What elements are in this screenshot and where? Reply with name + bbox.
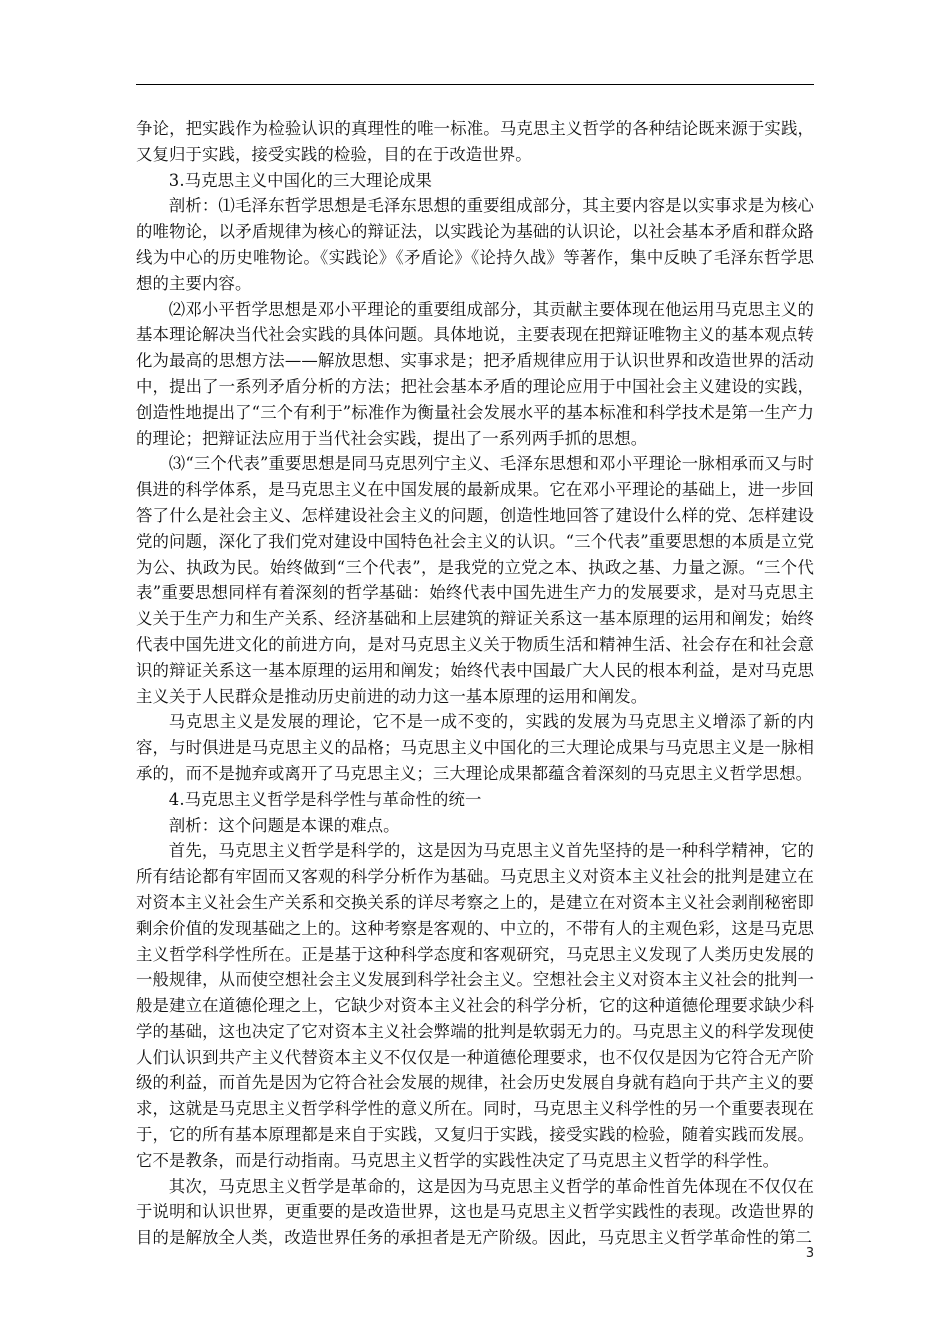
document-body bbox=[136, 116, 814, 1251]
paragraph-deng-philosophy: ⑵邓小平哲学思想是邓小平理论的重要组成部分，其贡献主要体现在他运用马克思主义的基本理论解决当代社会实践的具体问题。具体地说，主要表现在把辩证唯物主义的基本观点转化为最高的思想方法——解放思想、实事求是；把矛盾规律应用于认识世界和改造世界的活动中，提出了一系列矛盾分析的方法；把社会基本矛盾的理论应用于中国社会主义建设的实践，创造性地提出了“三个有利于”标准作为衡量社会发展水平的基本标准和科学技术是第一生产力的理论；把辩证法应用于当代社会实践，提出了一系列两手抓的思想。 bbox=[136, 299, 814, 448]
page-number: 3 bbox=[805, 1246, 815, 1261]
paragraph-developing-theory: 马克思主义是发展的理论，它不是一成不变的，实践的发展为马克思主义增添了新的内容，与时俱进是马克思主义的品格；马克思主义中国化的三大理论成果与马克思主义是一脉相承的，而不是抛弃或离开了马克思主义；三大理论成果都蕴含着深刻的马克思主义哲学思想。 bbox=[136, 712, 814, 783]
paragraph-three-represents: ⑶“三个代表”重要思想是同马克思列宁主义、毛泽东思想和邓小平理论一脉相承而又与时俱进的科学体系，是马克思主义在中国发展的最新成果。它在邓小平理论的基础上，进一步回答了什么是社会主义、怎样建设社会主义的问题，创造性地回答了建设什么样的党、怎样建设党的问题，深化了我们党对建设中国特色社会主义的认识。“三个代表”重要思想的本质是立党为公、执政为民。始终做到“三个代表”，是我党的立党之本、执政之基、力量之源。“三个代表”重要思想同样有着深刻的哲学基础：始终代表中国先进生产力的发展要求，是对马克思主义关于生产力和生产关系、经济基础和上层建筑的辩证关系这一基本原理的运用和阐发；始终代表中国先进文化的前进方向，是对马克思主义关于物质生活和精神生活、社会存在和社会意识的辩证关系这一基本原理的运用和阐发；始终代表中国最广大人民的根本利益，是对马克思主义关于人民群众是推动历史前进的动力这一基本原理的运用和阐发。 bbox=[136, 454, 814, 706]
section-heading-4: 4.马克思主义哲学是科学性与革命性的统一 bbox=[168, 789, 482, 809]
section-heading-3: 3.马克思主义中国化的三大理论成果 bbox=[168, 170, 432, 190]
paragraph-scientific: 首先，马克思主义哲学是科学的，这是因为马克思主义首先坚持的是一种科学精神，它的所有结论都有牢固而又客观的科学分析作为基础。马克思主义对资本主义社会的批判是建立在对资本主义社会生产关系和交换关系的详尽考察之上的，是建立在对资本主义社会剥削秘密即剩余价值的发现基础之上的。这种考察是客观的、中立的，不带有人的主观色彩，这是马克思主义哲学科学性所在。正是基于这种科学态度和客观研究，马克思主义发现了人类历史发展的一般规律，从而使空想社会主义发展到科学社会主义。空想社会主义对资本主义社会的批判一般是建立在道德伦理之上，它缺少对资本主义社会的科学分析，它的这种道德伦理要求缺少科学的基础，这也决定了它对资本主义社会弊端的批判是软弱无力的。马克思主义的科学发现使人们认识到共产主义代替资本主义不仅仅是一种道德伦理要求，也不仅仅是因为它符合无产阶级的利益，而首先是因为它符合社会发展的规律，社会历史发展自身就有趋向于共产主义的要求，这就是马克思主义哲学科学性的意义所在。同时，马克思主义科学性的另一个重要表现在于，它的所有基本原理都是来自于实践，又复归于实践，接受实践的检验，随着实践而发展。它不是教条，而是行动指南。马克思主义哲学的实践性决定了马克思主义哲学的科学性。 bbox=[136, 841, 814, 1170]
paragraph-revolutionary: 其次，马克思主义哲学是革命的，这是因为马克思主义哲学的革命性首先体现在不仅仅在于说明和认识世界，更重要的是改造世界，这也是马克思主义哲学实践性的表现。改造世界的目的是解放全人类，改造世界任务的承担者是无产阶级。因此，马克思主义哲学革命性的第二 bbox=[136, 1176, 814, 1248]
header-rule bbox=[136, 84, 814, 85]
paragraph-mao-philosophy: 剖析：⑴毛泽东哲学思想是毛泽东思想的重要组成部分，其主要内容是以实事求是为核心的唯物论，以矛盾规律为核心的辩证法，以实践论为基础的认识论，以社会基本矛盾和群众路线为中心的历史唯物论。《实践论》《矛盾论》《论持久战》等著作，集中反映了毛泽东哲学思想的主要内容。 bbox=[136, 196, 814, 293]
paragraph-analysis-note: 剖析：这个问题是本课的难点。 bbox=[168, 815, 400, 835]
paragraph-continuation: 争论，把实践作为检验认识的真理性的唯一标准。马克思主义哲学的各种结论既来源于实践，又复归于实践，接受实践的检验，目的在于改造世界。 bbox=[136, 119, 814, 164]
